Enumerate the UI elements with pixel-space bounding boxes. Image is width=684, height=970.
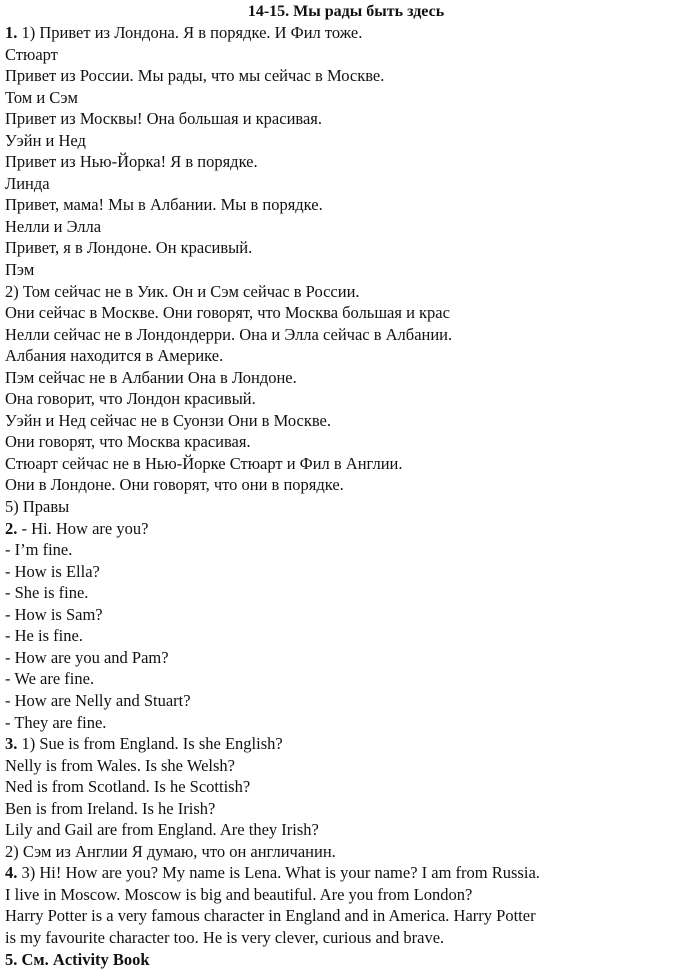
line-text: Нелли сейчас не в Лондондерри. Она и Элла сейчас в Албании. — [5, 324, 453, 344]
line-text: is my favourite character too. He is very clever, curious and brave. — [5, 927, 445, 947]
line-text: - How are Nelly and Stuart? — [5, 690, 191, 710]
text-line — [5, 647, 677, 669]
text-line — [5, 690, 677, 712]
line-text: 5) Правы — [5, 497, 70, 517]
line-text: Стюарт сейчас не в Нью-Йорке Стюарт и Фил в Англии. — [5, 453, 403, 473]
text-line — [5, 755, 677, 777]
line-text: - He is fine. — [5, 626, 83, 646]
line-text: Привет из России. Мы рады, что мы сейчас в Москве. — [5, 66, 385, 86]
line-text: - I’m fine. — [5, 540, 73, 560]
text-line — [5, 798, 677, 820]
text-line — [5, 776, 677, 798]
text-line — [5, 582, 677, 604]
line-text: Ben is from Ireland. Is he Irish? — [5, 798, 216, 818]
exercise-number: 4. — [5, 863, 18, 883]
answer-lines — [5, 22, 677, 970]
line-text: Том и Сэм — [5, 87, 78, 107]
line-text: Привет из Нью-Йорка! Я в порядке. — [5, 152, 258, 172]
line-text: Ned is from Scotland. Is he Scottish? — [5, 777, 251, 797]
line-text: - How is Ella? — [5, 561, 100, 581]
line-text: Она говорит, что Лондон красивый. — [5, 389, 256, 409]
text-line — [5, 949, 677, 970]
text-line — [5, 496, 677, 518]
text-line — [5, 324, 677, 346]
line-text: 1) Привет из Лондона. Я в порядке. И Фил тоже. — [17, 23, 363, 42]
text-line — [5, 518, 677, 540]
text-line — [5, 173, 677, 195]
text-line — [5, 130, 677, 152]
line-text: Стюарт — [5, 44, 58, 64]
text-line — [5, 87, 677, 109]
exercise-number: 3. — [5, 734, 18, 754]
line-text: Уэйн и Нед — [5, 130, 86, 150]
text-line — [5, 733, 677, 755]
text-line — [5, 108, 677, 130]
line-text: - They are fine. — [5, 712, 107, 732]
line-text: I live in Moscow. Moscow is big and beautiful. Are you from London? — [5, 884, 473, 904]
text-line — [5, 474, 677, 496]
text-line — [5, 216, 677, 238]
line-text: - Hi. How are you? — [17, 518, 149, 538]
page-title: 14-15. Мы рады быть здесь — [247, 3, 445, 20]
line-text: - We are fine. — [5, 669, 95, 689]
text-line — [5, 259, 677, 281]
text-line — [5, 539, 677, 561]
text-line — [5, 367, 677, 389]
text-line — [5, 819, 677, 841]
text-line — [5, 884, 677, 906]
line-text: Привет из Москвы! Она большая и красивая. — [5, 109, 323, 129]
line-text: Линда — [5, 173, 50, 193]
text-line — [5, 194, 677, 216]
line-text: - How is Sam? — [5, 604, 103, 624]
line-text: 2) Сэм из Англии Я думаю, что он англичанин. — [5, 841, 336, 861]
line-text: 2) Том сейчас не в Уик. Он и Сэм сейчас в России. — [5, 281, 360, 301]
text-line — [5, 410, 677, 432]
line-text: Пэм — [5, 260, 35, 280]
line-text: Они говорят, что Москва красивая. — [5, 432, 251, 452]
exercise-number: 2. — [5, 518, 18, 538]
line-text: Привет, мама! Мы в Албании. Мы в порядке. — [5, 195, 323, 215]
text-line — [5, 927, 677, 949]
line-text: - How are you and Pam? — [5, 647, 169, 667]
line-text: Нелли и Элла — [5, 216, 102, 236]
line-text: Они в Лондоне. Они говорят, что они в порядке. — [5, 475, 344, 495]
document-page — [5, 2, 677, 970]
text-line — [5, 151, 677, 173]
text-line — [5, 841, 677, 863]
text-line — [5, 712, 677, 734]
text-line — [5, 453, 677, 475]
text-line — [5, 22, 677, 44]
exercise-number: 5. См. Activity Book — [5, 949, 150, 969]
line-text: Пэм сейчас не в Албании Она в Лондоне. — [5, 367, 297, 387]
text-line — [5, 668, 677, 690]
line-text: Nelly is from Wales. Is she Welsh? — [5, 755, 235, 775]
line-text: 1) Sue is from England. Is she English? — [17, 734, 283, 754]
text-line — [5, 65, 677, 87]
text-line — [5, 431, 677, 453]
text-line — [5, 388, 677, 410]
line-text: Harry Potter is a very famous character in England and in America. Harry Potter — [5, 906, 536, 926]
text-line — [5, 281, 677, 303]
text-line — [5, 625, 677, 647]
text-line — [5, 237, 677, 259]
line-text: Албания находится в Америке. — [5, 346, 224, 366]
text-line — [5, 44, 677, 66]
exercise-number: 1. — [5, 23, 18, 42]
text-line — [5, 905, 677, 927]
line-text: Уэйн и Нед сейчас не в Суонзи Они в Москве. — [5, 410, 331, 430]
text-line — [5, 302, 677, 324]
line-text: Lily and Gail are from England. Are they Irish? — [5, 820, 319, 840]
text-line — [5, 561, 677, 583]
line-text: - She is fine. — [5, 583, 89, 603]
text-line — [5, 345, 677, 367]
text-line — [5, 862, 677, 884]
line-text: Они сейчас в Москве. Они говорят, что Москва большая и крас — [5, 303, 450, 323]
text-line — [5, 604, 677, 626]
line-text: 3) Hi! How are you? My name is Lena. What is your name? I am from Russia. — [17, 863, 540, 883]
line-text: Привет, я в Лондоне. Он красивый. — [5, 238, 253, 258]
